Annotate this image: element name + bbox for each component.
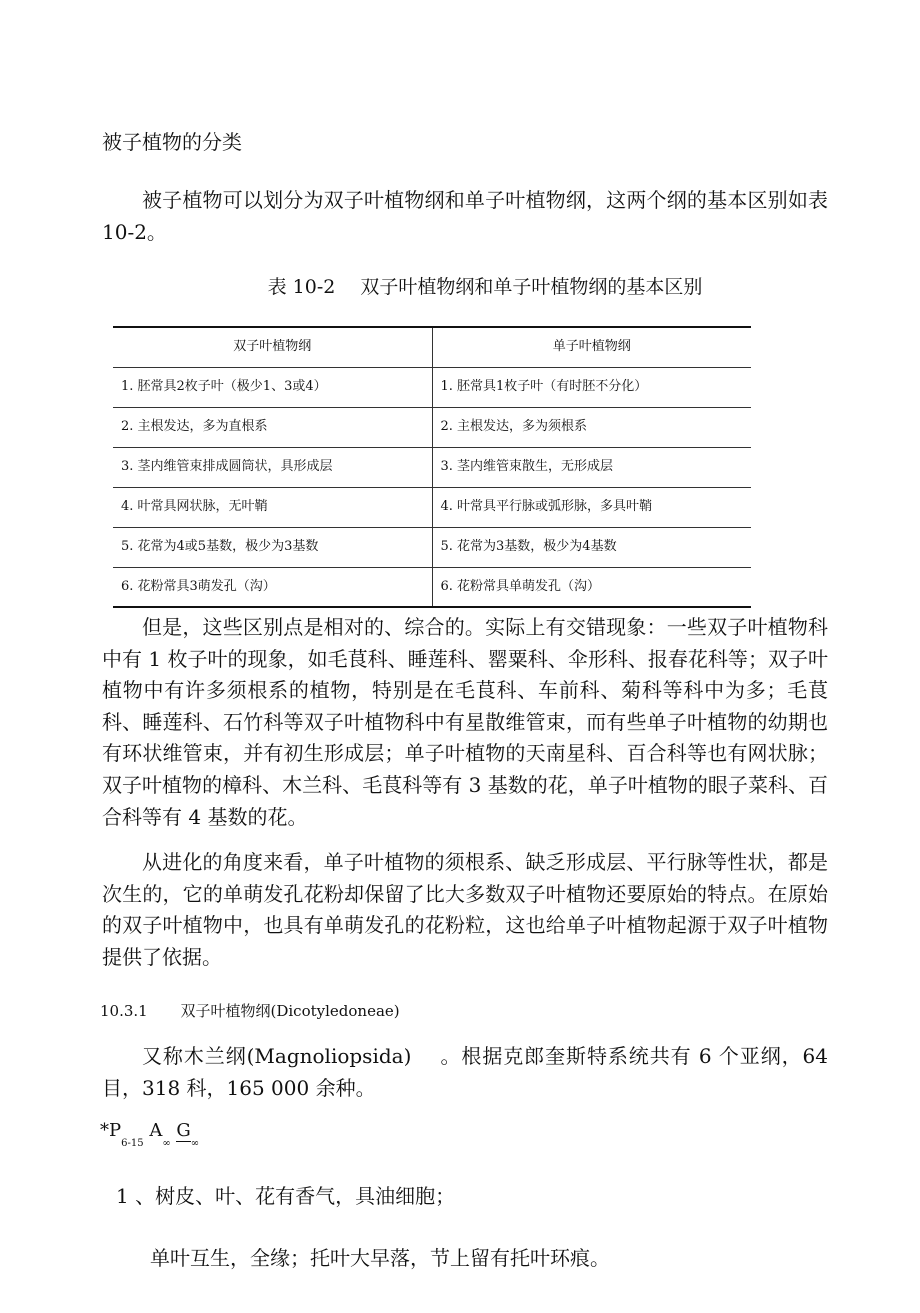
- formula-gynoecium-count: ∞: [190, 1137, 200, 1149]
- cell: 4. 叶常具平行脉或弧形脉，多具叶鞘: [432, 487, 751, 527]
- formula-perianth-count: 6-15: [121, 1137, 144, 1149]
- cell: 6. 花粉常具单萌发孔（沟）: [432, 567, 751, 607]
- paragraph-evolution: 从进化的角度来看，单子叶植物的须根系、缺乏形成层、平行脉等性状，都是次生的，它的单萌发孔花粉却保留了比大多数双子叶植物还要原始的特点。在原始的双子叶植物中，也具有单萌发孔的花粉粒，这也给单子叶植物起源于双子叶植物提供了依据。: [102, 850, 828, 969]
- table-header-row: [113, 327, 751, 367]
- table-caption: 表 10-2 双子叶植物纲和单子叶植物纲的基本区别: [267, 276, 703, 298]
- section-heading: [100, 1000, 828, 1022]
- cell: 5. 花常为3基数，极少为4基数: [432, 527, 751, 567]
- table-row: [113, 447, 751, 487]
- cell: 3. 茎内维管束排成圆筒状，具形成层: [113, 447, 432, 487]
- cell: 2. 主根发达，多为直根系: [113, 407, 432, 447]
- formula-perianth: P: [109, 1119, 122, 1141]
- table-row: [113, 487, 751, 527]
- table-row: [113, 527, 751, 567]
- section-title: 双子叶植物纲(Dicotyledoneae): [180, 1001, 400, 1020]
- cell: 6. 花粉常具3萌发孔（沟）: [113, 567, 432, 607]
- intro-paragraph: 被子植物可以划分为双子叶植物纲和单子叶植物纲，这两个纲的基本区别如表10-2。: [102, 188, 828, 244]
- cell: 1. 胚常具2枚子叶（极少1、3或4）: [113, 367, 432, 407]
- cell: 3. 茎内维管束散生，无形成层: [432, 447, 751, 487]
- cell: 4. 叶常具网状脉，无叶鞘: [113, 487, 432, 527]
- cell: 1. 胚常具1枚子叶（有时胚不分化）: [432, 367, 751, 407]
- table-row: [113, 367, 751, 407]
- feature-item-2: 单叶互生，全缘；托叶大早落，节上留有托叶环痕。: [150, 1245, 610, 1270]
- cell: 2. 主根发达，多为须根系: [432, 407, 751, 447]
- header-monocot: 单子叶植物纲: [432, 327, 751, 367]
- comparison-table: [113, 326, 751, 608]
- floral-formula: [100, 1118, 828, 1157]
- formula-androecium: A: [149, 1119, 163, 1141]
- feature-item-1: 1 、树皮、叶、花有香气，具油细胞；: [116, 1183, 456, 1208]
- table-row: [113, 407, 751, 447]
- cell: 5. 花常为4或5基数，极少为3基数: [113, 527, 432, 567]
- formula-prefix: *: [100, 1119, 109, 1141]
- paragraph-exceptions: 但是，这些区别点是相对的、综合的。实际上有交错现象：一些双子叶植物科中有 1 枚子叶的现象，如毛茛科、睡莲科、罂粟科、伞形科、报春花科等；双子叶植物中有许多须根系的植物，特别是在毛茛科、车前科、菊科等科中为多；毛茛科、睡莲科、石竹科等双子叶植物科中有星散维管束，而有些单子叶植物的幼期也有环状维管束，并有初生形成层；单子叶植物的天南星科、百合科等也有网状脉；双子叶植物的樟科、木兰科、毛茛科等有 3 基数的花，单子叶植物的眼子菜科、百合科等有 4 基数的花。: [102, 615, 828, 829]
- section-number: 10.3.1: [100, 1001, 148, 1020]
- header-dicot: 双子叶植物纲: [113, 327, 432, 367]
- document-title: 被子植物的分类: [102, 130, 242, 154]
- formula-gynoecium: G: [176, 1119, 191, 1141]
- table-row: [113, 567, 751, 607]
- paragraph-magnoliopsida: 又称木兰纲(Magnoliopsida) 。根据克郎奎斯特系统共有 6 个亚纲，64 目，318 科，165 000 余种。: [102, 1043, 828, 1100]
- formula-androecium-count: ∞: [162, 1137, 171, 1149]
